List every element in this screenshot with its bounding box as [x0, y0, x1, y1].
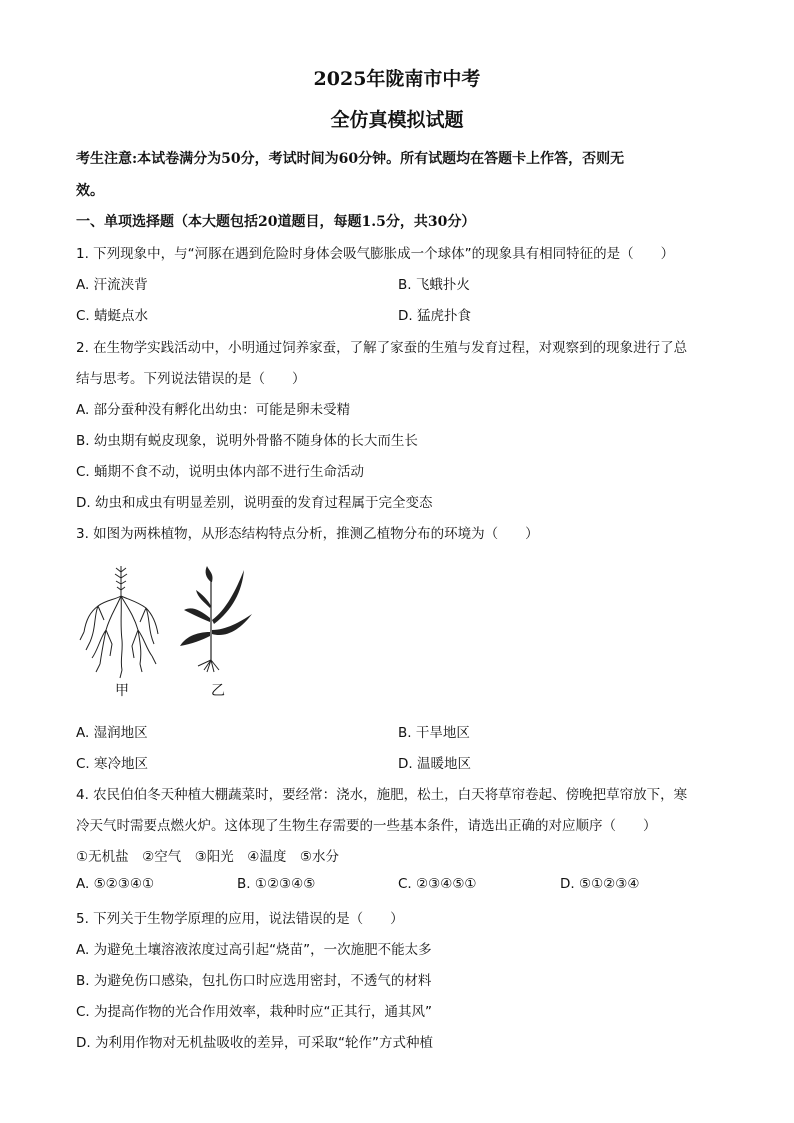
q2-option-d: D. 幼虫和成虫有明显差别，说明蚕的发育过程属于完全变态	[76, 495, 433, 511]
q1-option-b: B. 飞蛾扑火	[398, 277, 470, 293]
q4-option-b: B. ①②③④⑤	[237, 876, 316, 892]
q4-option-d: D. ⑤①②③④	[560, 876, 640, 892]
q2-stem-2: 结与思考。下列说法错误的是（ ）	[76, 371, 306, 387]
q4-stem-2: 冷天气时需要点燃火炉。这体现了生物生存需要的一些基本条件，请选出正确的对应顺序（ ）	[76, 818, 657, 834]
q4-option-a: A. ⑤②③④①	[76, 876, 155, 892]
exam-title: 2025年陇南市中考	[313, 68, 481, 90]
q2-option-a: A. 部分蚕种没有孵化出幼虫：可能是卵未受精	[76, 402, 351, 418]
label-jia: 甲	[115, 683, 129, 699]
q4-stem-1: 4. 农民伯伯冬天种植大棚蔬菜时，要经常：浇水，施肥，松土，白天将草帘卷起、傍晚把草帘放下，寒	[76, 787, 688, 803]
label-yi: 乙	[211, 683, 225, 699]
plant-jia	[80, 566, 158, 678]
q4-option-c: C. ②③④⑤①	[398, 876, 477, 892]
q1-option-d: D. 猛虎扑食	[398, 308, 471, 324]
q5-option-d: D. 为利用作物对无机盐吸收的差异，可采取“轮作”方式种植	[76, 1035, 433, 1051]
plant-yi	[180, 566, 252, 672]
exam-subtitle: 全仿真模拟试题	[330, 109, 464, 131]
q4-items: ①无机盐 ②空气 ③阳光 ④温度 ⑤水分	[76, 849, 340, 865]
q1-stem: 1. 下列现象中，与“河豚在遇到危险时身体会吸气膨胀成一个球体”的现象具有相同特征的是（ ）	[76, 246, 675, 262]
q1-option-a: A. 汗流浃背	[76, 277, 148, 293]
q3-option-d: D. 温暖地区	[398, 756, 471, 772]
q3-option-a: A. 湿润地区	[76, 725, 148, 741]
q2-stem-1: 2. 在生物学实践活动中，小明通过饲养家蚕，了解了家蚕的生殖与发育过程，对观察到的现象进行了总	[76, 340, 688, 356]
q5-option-b: B. 为避免伤口感染，包扎伤口时应选用密封，不透气的材料	[76, 973, 432, 989]
q2-option-c: C. 蛹期不食不动，说明虫体内部不进行生命活动	[76, 464, 365, 480]
q5-stem: 5. 下列关于生物学原理的应用，说法错误的是（ ）	[76, 911, 404, 927]
q3-stem: 3. 如图为两株植物，从形态结构特点分析，推测乙植物分布的环境为（ ）	[76, 526, 539, 542]
q2-option-b: B. 幼虫期有蜕皮现象，说明外骨骼不随身体的长大而生长	[76, 433, 418, 449]
q3-option-b: B. 干旱地区	[398, 725, 470, 741]
plant-figure	[76, 560, 256, 700]
q1-option-c: C. 蜻蜓点水	[76, 308, 149, 324]
q5-option-c: C. 为提高作物的光合作用效率，栽种时应“正其行，通其风”	[76, 1004, 432, 1020]
q3-option-c: C. 寒冷地区	[76, 756, 149, 772]
section-heading: 一、单项选择题（本大题包括20道题目，每题1.5分，共30分）	[76, 214, 476, 230]
q5-option-a: A. 为避免土壤溶液浓度过高引起“烧苗”，一次施肥不能太多	[76, 942, 432, 958]
notice-line-1: 考生注意:本试卷满分为50分，考试时间为60分钟。所有试题均在答题卡上作答，否则无	[76, 151, 625, 167]
notice-line-2: 效。	[76, 183, 104, 199]
plant-illustration	[76, 560, 256, 700]
